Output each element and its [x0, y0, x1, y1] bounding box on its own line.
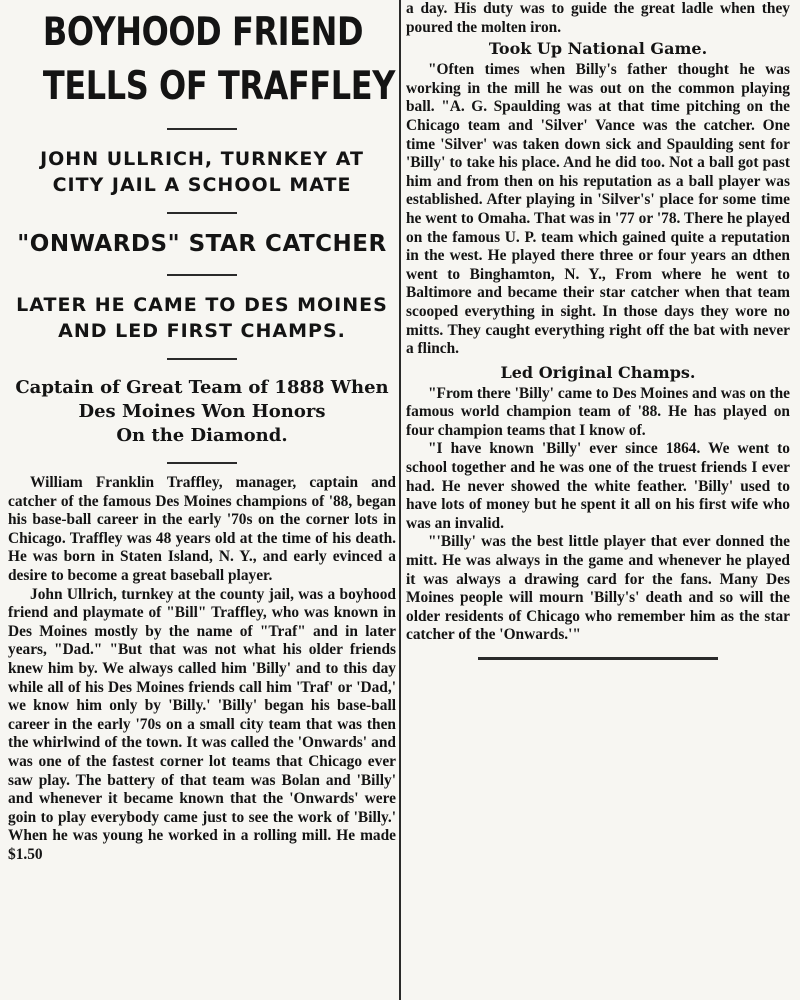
section-2-body	[406, 385, 790, 645]
section-heading: Took Up National Game.	[488, 39, 708, 59]
section-heading: Led Original Champs.	[500, 362, 696, 382]
paragraph: "I have known 'Billy' ever since 1864. We went to school together and he was one of the truest friends I ever had. He never showed the white feather. 'Billy' used to have lots of money but he spent it all on his first wife who was an invalid.	[406, 440, 790, 532]
divider-rule	[167, 128, 237, 130]
paragraph: "Often times when Billy's father thought he was working in the mill he was out on the common playing ball. "A. G. Spaulding was at that time pitching on the Chicago team and 'Silver' Vance was the catcher. One time 'Silver' was taken down sick and Spaulding sent for 'Billy' to take his place. And he did too. Not a ball got past him and from then on his reputation as a ball player was established. After playing in 'Silver's' place for some time he went to Omaha. That was in '77 or '78. There he played on the famous U. P. team which gained quite a reputation in the west. He played there three or four years an dthen went to Binghamton, N. Y., From where he went to Baltimore and became their star catcher when that team scooped everything in sight. In those days they wore no mitts. They caught everything right off the bat with never a flinch.	[406, 61, 790, 358]
deck-2: "ONWARDS" STAR CATCHER	[17, 231, 387, 257]
left-column	[8, 0, 396, 864]
deck-3-line-1: LATER HE CAME TO DES MOINES	[16, 294, 388, 316]
subdeck-line-2: Des Moines Won Honors	[78, 401, 326, 422]
section-1-body	[406, 61, 790, 359]
divider-rule	[167, 274, 237, 276]
paragraph: a day. His duty was to guide the great ladle when they poured the molten iron.	[406, 0, 790, 36]
article-body-right	[406, 0, 790, 37]
subdeck-line-1: Captain of Great Team of 1888 When	[15, 377, 389, 398]
headline-line-2: TELLS OF TRAFFLEY	[42, 64, 395, 109]
divider-rule	[167, 462, 237, 464]
paragraph: William Franklin Traffley, manager, captain and catcher of the famous Des Moines champions of '88, began his base-ball career in the early '70s on the corner lots in Chicago. Traffley was 48 years old at the time of his death. He was born in Staten Island, N. Y., and early evinced a desire to become a great baseball player.	[8, 474, 396, 584]
paragraph: "'Billy' was the best little player that ever donned the mitt. He was always in the game and whenever he played it was always a drawing card for the fans. Many Des Moines people will mourn 'Billy's' death and so will the older residents of Chicago who remember him as the star catcher of the 'Onwards.'"	[406, 533, 790, 644]
divider-rule	[167, 358, 237, 360]
paragraph: John Ullrich, turnkey at the county jail, was a boyhood friend and playmate of "Bill" Traffley, who was known in Des Moines mostly by the name of "Traf" and in later years, "Dad." "But that was not what his older friends knew him by. We always called him 'Billy' and to this day while all of his Des Moines friends call him 'Traf' or 'Dad,' we know him only by 'Billy.' 'Billy' began his base-ball career in the early '70s on a small city team that was then the whirlwind of the town. It was called the 'Onwards' and was one of the fastest corner lot teams that Chicago ever saw play. The battery of that team was Bolan and 'Billy' and whenever it became known that the 'Onwards' were goin to play everybody came just to see the work of 'Billy.' When he was young he worked in a rolling mill. He made $1.50	[8, 585, 396, 863]
right-column	[406, 0, 790, 660]
deck-1-line-2: CITY JAIL A SCHOOL MATE	[52, 174, 352, 196]
headline-line-1: BOYHOOD FRIEND	[42, 10, 364, 55]
subdeck-line-3: On the Diamond.	[116, 425, 288, 446]
column-divider	[399, 0, 401, 1000]
article-body-left	[8, 474, 396, 864]
deck-3-line-2: AND LED FIRST CHAMPS.	[58, 320, 346, 342]
deck-1-line-1: JOHN ULLRICH, TURNKEY AT	[40, 148, 364, 170]
end-rule	[478, 657, 718, 660]
paragraph: "From there 'Billy' came to Des Moines and was on the famous world champion team of '88. He has played on four champion teams that I know of.	[406, 384, 790, 439]
divider-rule	[167, 212, 237, 214]
